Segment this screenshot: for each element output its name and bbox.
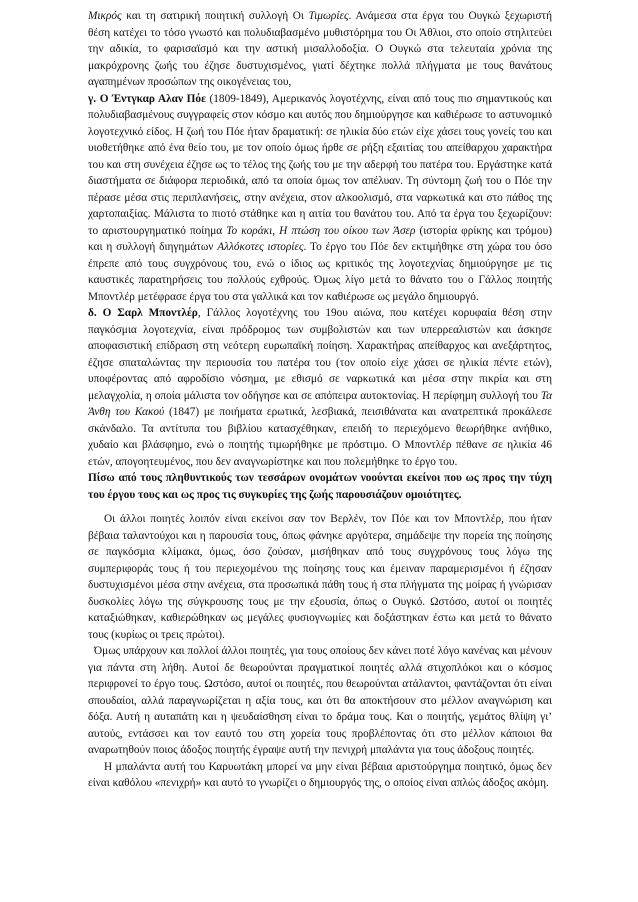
text-run: (ιστορία φρίκης και τρόμου) και η συλλογή διηγημάτων xyxy=(88,224,552,253)
bold-summary-paragraph: Πίσω από τους πληθυντικούς των τεσσάρων ονομάτων νοούνται εκείνοι που ως προς την τύχη του έργου τους και ως προς τις συγκυρίες της ζωής παρουσιάζουν ομοιότητες. xyxy=(88,472,552,501)
text-run: (1847) με ποιήματα ερωτικά, λεσβιακά, πεισιθάνατα και ανατρεπτικά προκάλεσε σκάνδαλο. Τα αντίτυπα του βιβλίου κατασχέθηκαν, επειδή το περιεχόμενο θεωρήθηκε ανήθικο, χυδαίο και βλάσφημο, ενώ ο ποιητής τιμωρήθηκε με πρόστιμο. Ο Μποντλέρ πέθανε σε ηλικία 46 ετών, απογοητευμένος, που δεν αναγνωρίστηκε και που πολεμήθηκε το έργο του. xyxy=(88,406,552,468)
paragraph-baudelaire xyxy=(88,305,552,470)
paragraph-poe xyxy=(88,91,552,306)
italic-title: Τα Άνθη του Κακού xyxy=(88,389,552,418)
section-heading-poe: γ. Ο Έντγκαρ Αλαν Πόε xyxy=(88,92,206,105)
paragraph-other-poets: Οι άλλοι ποιητές λοιπόν είναι εκείνοι σαν τον Βερλέν, τον Πόε και τον Μποντλέρ, που ήταν βέβαια ταλαντούχοι και η παρουσία τους, όπως φάνηκε αργότερα, σημάδεψε την πορεία της ποίησης σε παγκόσμια κλίμακα, όμως, όσο ζούσαν, μισήθηκαν από τους συγχρόνους τους λόγω της συμπεριφοράς τους ή του περιεχομένου της ποίησης τους και έμειναν παραμερισμένοι ή έζησαν δυστυχισμένοι μέσα στην ανέχεια, στα προσωπικά πάθη τους ή στα πλήγματα της μοίρας ή γνώρισαν δυσκολίες λόγω της σύγκρουσης τους με την εξουσία, όπως ο Ουγκό. Ωστόσο, αυτοί οι ποιητές καταξιώθηκαν, καθιερώθηκαν ως μεγάλες φυσιογνωμίες και δοξάστηκαν έστω και μετά το θάνατο τους (κυρίως οι τρεις πρώτοι). xyxy=(88,513,552,641)
italic-title: Αλλόκοτες ιστορίες xyxy=(217,241,304,253)
text-run: . Ανάμεσα στα έργα του Ουγκώ ξεχωριστή θέση κατέχει το τόσο γνωστό και πολυδιαβασμένο μυθιστόρημα του Οι Άθλιοι, στο οποίο στηλιτεύει την αδικία, το φαρισαϊσμό και την αστική μισαλλοδοξία. Ο Ουγκώ στα τελευταία χρόνια της μακρόχρονης ζωής του έζησε δυστυχισμένος, γιατί δέχτηκε πολλά πλήγματα με τους θανάτους αγαπημένων προσώπων της οικογένειας του, xyxy=(88,10,553,88)
italic-title: Το κοράκι, Η πτώση του οίκου των Άσερ xyxy=(226,224,416,237)
italic-title: Τιμωρίες xyxy=(308,10,349,22)
text-run: . Το έργο του Πόε δεν εκτιμήθηκε στη χώρα του όσο έπρεπε από τους συγχρόνους του, ενώ ο ίδιος ως κριτικός της λογοτεχνίας δημιούργησε με τις καυστικές παρατηρήσεις του πολλούς εχθρούς. Όμως λίγο μετά το θάνατο του ο Γάλλος ποιητής Μποντλέρ μετέφρασε έργα του στα γαλλικά και τον καθιέρωσε ως μεγάλο δημιουργό. xyxy=(88,241,553,303)
paragraph-ballad-conclusion: Η μπαλάντα αυτή του Καρυωτάκη μπορεί να μην είναι βέβαια αριστούργημα ποιητικό, όμως δεν είναι καθόλου «πενιχρή» και αυτό το γνωρίζει ο δημιουργός της, ο οποίος είναι απλώς άδοξος ακόμη. xyxy=(88,760,552,789)
text-run: , Γάλλος λογοτέχνης του 19ου αιώνα, που κατέχει κορυφαία θέση στην παγκόσμια λογοτεχνία, είναι πρόδρομος των συμβολιστών και των υπερρεαλιστών και άσκησε αποφασιστική επίδραση στη νεότερη ευρωπαϊκή ποίηση. Χαρακτήρας απείθαρχος και ανεξάρτητος, έζησε σπαταλώντας την περιουσία του πατέρα του (τον οποίο είχε χάσει σε ηλικία πέντε ετών), υποφέροντας από αφροδίσιο νόσημα, με εθισμό σε ναρκωτικά και μέσα στην πικρία και στη μελαγχολία, η οποία μάλιστα τον οδήγησε και σε απόπειρα αυτοκτονίας. Η περίφημη συλλογή του xyxy=(88,307,552,402)
italic-title: Μικρός xyxy=(88,10,122,22)
paragraph-hugo-end xyxy=(88,8,552,91)
paragraph-forgotten-poets: Όμως υπάρχουν και πολλοί άλλοι ποιητές, για τους οποίους δεν κάνει ποτέ λόγο κανένας και μένουν για πάντα στη λήθη. Αυτοί δε θεωρούνται πραγματικοί ποιητές αλλά στιχοπλόκοι και ο κόσμος περιφρονεί το έργο τους. Ωστόσο, αυτοί οι ποιητές, που θεωρούνται ατάλαντοι, φαντάζονται ότι είναι σπουδαίοι, αλλά παραγνωρίζεται η αξία τους, και ότι θα αποκτήσουν στο μέλλον αναγνώριση και δόξα. Αυτή η αυταπάτη και η ψευδαίσθηση είναι το δράμα τους. Και ο ποιητής, γεμάτος θλίψη γι’ αυτούς, εντάσσει και τον εαυτό του στη χορεία τους προβλέποντας ότι στο μέλλον κάποιοι θα αναρωτηθούν ποιος άδοξος ποιητής έγραψε αυτή την πενιχρή μπαλάντα για τους άδοξους ποιητές. xyxy=(88,645,552,756)
text-run: (1809-1849), Αμερικανός λογοτέχνης, είναι από τους πιο σημαντικούς και πολυδιαβασμένους συγγραφείς στον κόσμο και αυτός που δημιούργησε και καθιέρωσε το αστυνομικό λογοτεχνικό είδος. Η ζωή του Πόε ήταν δραματική: σε ηλικία δύο ετών είχε χάσει τους γονείς του και υιοθετήθηκε από ένα θείο του, με τον οποίο όμως ήρθε σε ρήξη εξαιτίας του απείθαρχου χαρακτήρα του και στη συνέχεια έζησε ως το τέλος της ζωής του με την αδερφή του πατέρα του. Εργάστηκε κατά διαστήματα σε διάφορα περιοδικά, από τα οποία όμως τον απέλυαν. Τη σύντομη ζωή του ο Πόε την πέρασε μέσα στις περιπλανήσεις, στην ανέχεια, στον αλκοολισμό, στα ναρκωτικά και στο πάθος της χαρτοπαιξίας. Μάλιστα το πιοτό στάθηκε και η αιτία του θανάτου του. Από τα έργα του ξεχωρίζουν: το αριστουργηματικό ποίημα xyxy=(88,92,552,237)
document-page xyxy=(88,8,552,792)
text-run: και τη σατιρική ποιητική συλλογή Οι xyxy=(121,10,309,22)
section-heading-baudelaire: δ. Ο Σαρλ Μποντλέρ xyxy=(88,307,198,319)
